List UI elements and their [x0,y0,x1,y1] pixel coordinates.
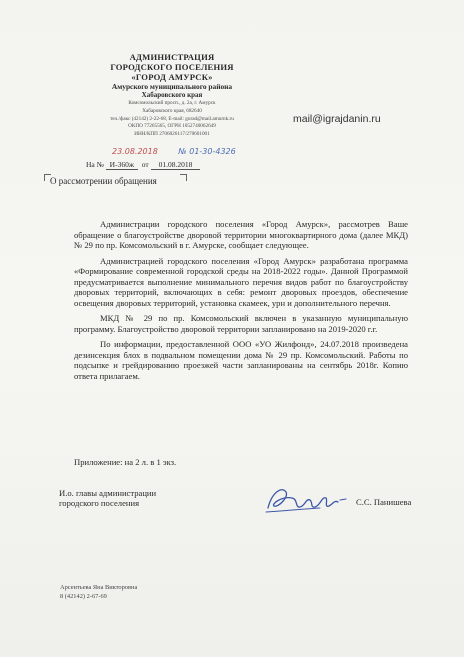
body-paragraph: Администрацией городского поселения «Город Амурск» разработана программа «Формирование современной городской среды на 2018-2022 годы». Данной Программой предусматривается выполнение минимального перечня видов работ по благоустройству дворовых территорий, включающих в себя: ремонт дворовых проездов, обеспечение освещения дворовых территорий, установка скамеек, урн и дополнительного перечня. [74,255,408,308]
executor-info [60,583,137,601]
letter-subject: О рассмотрении обращения [50,176,157,186]
letter-body [74,219,408,386]
executor-phone: 8 (42142) 2-67-69 [60,593,107,600]
executor-name: Арсентьева Яна Викторовна [60,584,138,591]
reference-no-label: На № [86,160,104,169]
org-inn: ИНН/КПП 2706026117/270601001 [134,131,210,138]
letterhead [72,52,272,139]
org-contacts: тел./факс (42142) 2-22-68, E-mail: gorad@mail.amurnk.ru [110,115,234,122]
org-name-line2: ГОРОДСКОГО ПОСЕЛЕНИЯ [110,62,234,72]
signatory-position-line1: И.о. главы администрации [59,488,157,498]
org-address-line2: Хабаровского края, 682640 [142,107,202,114]
reference-line [86,160,200,169]
reference-from-label: от [141,160,149,169]
stamp-number: № 01-30-4326 [178,147,236,156]
signatory-position [59,488,156,508]
body-paragraph: МКД № 29 по пр. Комсомольский включен в указанную муниципальную программу. Благоустройство дворовой территории запланировано на 2019-2020 г.г. [74,313,408,334]
org-ids: ОКПО 77265565, ОГРН 1052740062649 [128,123,216,130]
reference-from-value: 01.08.2018 [151,160,201,170]
org-name-line3: «ГОРОД АМУРСК» [131,72,213,82]
handwritten-signature [262,478,352,522]
stamp-date: 23.08.2018 [112,147,158,156]
body-paragraph: Администрации городского поселения «Город Амурск», рассмотрев Ваше обращение о благоустройстве дворовой территории многоквартирного дома (далее МКД) № 29 по пр. Комсомольский в г. Амурске, сообщает следующее. [74,219,408,250]
org-address-line1: Комсомольский просп., д. 2а, г. Амурск [128,100,216,106]
signatory-position-line2: городского поселения [59,498,140,508]
attachment-note: Приложение: на 2 л. в 1 экз. [74,457,177,467]
subject-corner-right [180,174,187,181]
org-name-line1: АДМИНИСТРАЦИЯ [129,52,215,62]
reference-no-value: И-360ж [106,160,138,170]
org-district: Амурского муниципального района [111,82,233,91]
registration-stamp [112,147,236,156]
org-region: Хабаровского края [141,91,203,99]
body-paragraph: По информации, предоставленной ООО «УО Жилфонд», 24.07.2018 произведена дезинсекция блох в подвальном помещении дома № 29 пр. Комсомольский. Работы по подсыпке и грейдированию проезжей части запланированы на сентябрь 2018г. Копию ответа прилагаем. [74,339,408,381]
recipient-email: mail@igrajdanin.ru [293,113,381,125]
signatory-name: С.С. Панишева [356,497,412,507]
